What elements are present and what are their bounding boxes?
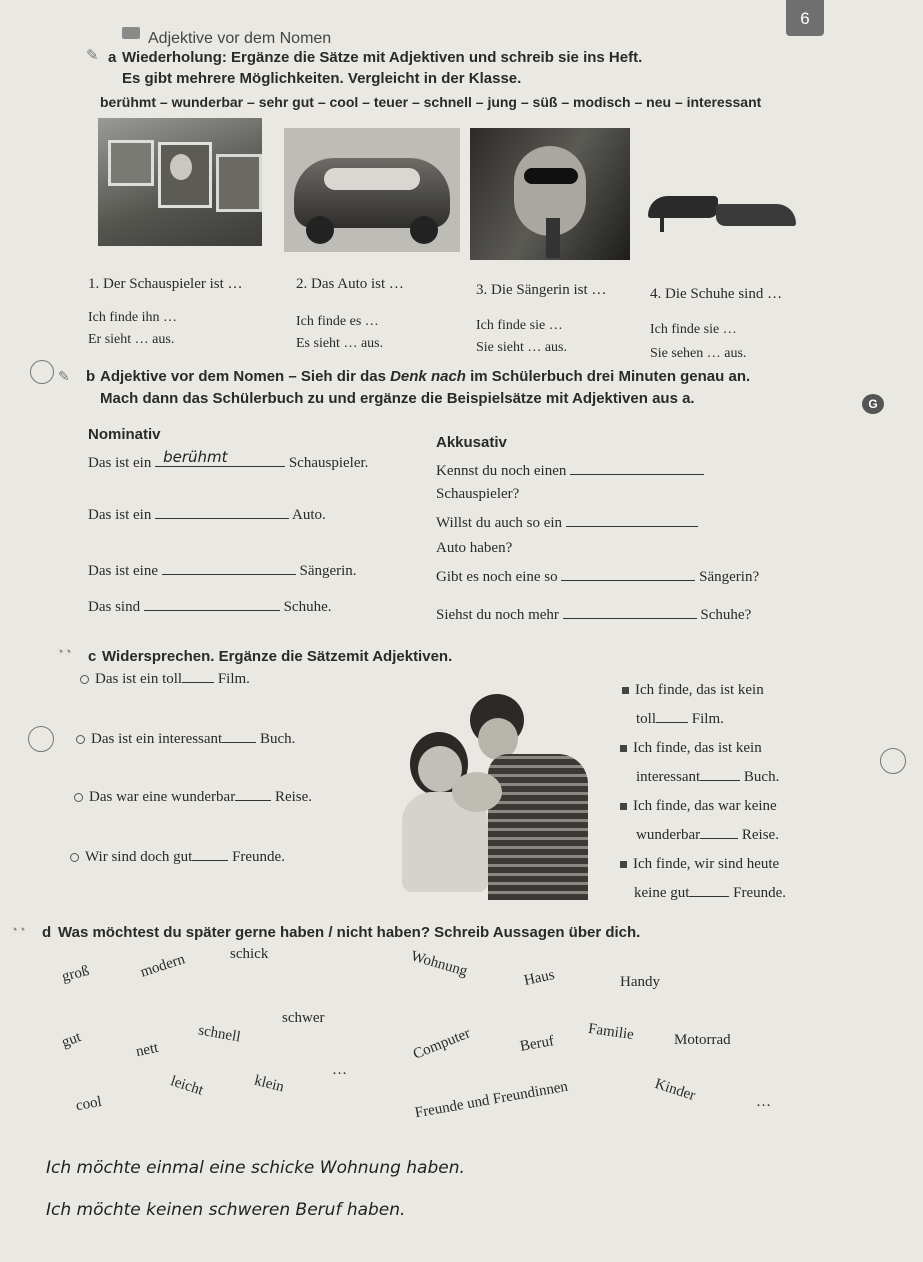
col-nominativ: Nominativ <box>88 426 161 443</box>
word-haus: Haus <box>522 966 557 990</box>
nom-row-3: Das ist eine Sängerin. <box>88 560 357 580</box>
exercise-b-letter: b <box>86 368 96 385</box>
word-gross: groß <box>60 962 91 986</box>
nom-row-4: Das sind Schuhe. <box>88 596 332 616</box>
picture-shoes <box>646 190 802 234</box>
c-left-2: Das ist ein interessant Buch. <box>76 728 295 748</box>
c-right-4a: Ich finde, wir sind heute <box>620 856 779 873</box>
grammar-icon: G <box>862 394 884 414</box>
pencil-icon: ✎ <box>86 47 99 64</box>
word-familie: Familie <box>587 1020 635 1044</box>
header-icon <box>122 27 140 39</box>
item-3-line2: Sie sieht … aus. <box>476 340 567 355</box>
c-right-3b: wunderbar Reise. <box>636 824 779 844</box>
pencil-icon-b: ✎ <box>58 368 70 384</box>
picture-couple <box>392 688 602 900</box>
akk-row-2: Willst du auch so ein <box>436 512 698 532</box>
header-title: Adjektive vor dem Nomen <box>148 30 332 47</box>
picture-car <box>284 128 460 252</box>
item-3-title: 3. Die Sängerin ist … <box>476 282 607 298</box>
word-schick: schick <box>230 946 269 962</box>
exercise-b-instruction-2: Mach dann das Schülerbuch zu und ergänze die Beispielsätze mit Adjektiven aus a. <box>100 390 695 407</box>
exercise-a-instruction-1: Wiederholung: Ergänze die Sätze mit Adjektiven und schreib sie ins Heft. <box>122 49 643 66</box>
word-dots-2: … <box>756 1094 771 1110</box>
item-2-line1: Ich finde es … <box>296 314 379 329</box>
handwritten-answer: berühmt <box>163 448 228 466</box>
word-computer: Computer <box>411 1025 473 1063</box>
col-akkusativ: Akkusativ <box>436 434 507 451</box>
word-leicht: leicht <box>168 1073 206 1099</box>
word-beruf: Beruf <box>518 1033 556 1055</box>
c-right-2b: interessant Buch. <box>636 766 779 786</box>
c-left-3: Das war eine wunderbar Reise. <box>74 786 312 806</box>
word-kinder: Kinder <box>652 1075 698 1105</box>
pair-icon-d: ◔◔ <box>10 922 26 937</box>
c-right-3a: Ich finde, das war keine <box>620 798 777 815</box>
word-handy: Handy <box>620 974 660 990</box>
c-right-4b: keine gut Freunde. <box>634 882 786 902</box>
item-2-line2: Es sieht … aus. <box>296 336 384 351</box>
word-modern: modern <box>138 951 188 981</box>
word-klein: klein <box>252 1072 286 1096</box>
item-4-line2: Sie sehen … aus. <box>650 346 747 361</box>
exercise-c-letter: c <box>88 648 97 665</box>
pair-icon-c: ◔◔ <box>56 644 72 659</box>
circle-mark-left <box>30 360 54 384</box>
picture-singer <box>470 128 630 260</box>
handwritten-line-2: Ich möchte keinen schweren Beruf haben. <box>46 1200 406 1220</box>
exercise-b-instruction-1: Adjektive vor dem Nomen – Sieh dir das Denk nach im Schülerbuch drei Minuten genau an. <box>100 368 751 385</box>
word-cool: cool <box>74 1093 103 1115</box>
page-number: 6 <box>800 9 810 28</box>
exercise-c-instruction: Widersprechen. Ergänze die Sätzemit Adjektiven. <box>102 648 453 665</box>
nom-row-1: Das ist ein berühmt Schauspieler. <box>88 448 369 471</box>
handwritten-line-1: Ich möchte einmal eine schicke Wohnung haben. <box>46 1158 465 1178</box>
exercise-a-word-list: berühmt – wunderbar – sehr gut – cool – teuer – schnell – jung – süß – modisch – neu – interessant <box>100 94 762 110</box>
akk-row-1: Kennst du noch einen <box>436 460 704 480</box>
item-3-line1: Ich finde sie … <box>476 318 563 333</box>
word-wohnung: Wohnung <box>409 948 470 980</box>
akk-row-2-cont: Auto haben? <box>436 540 513 556</box>
page-number-tab <box>786 0 824 36</box>
word-schwer: schwer <box>282 1010 325 1026</box>
akk-row-1-cont: Schauspieler? <box>436 486 520 502</box>
item-1-title: 1. Der Schauspieler ist … <box>88 276 243 292</box>
item-1-line2: Er sieht … aus. <box>88 332 175 347</box>
exercise-a-instruction-2: Es gibt mehrere Möglichkeiten. Vergleicht in der Klasse. <box>122 70 522 87</box>
c-right-1b: toll Film. <box>636 708 724 728</box>
nom-row-2: Das ist ein Auto. <box>88 504 326 524</box>
akk-row-3: Gibt es noch eine so Sängerin? <box>436 566 759 586</box>
item-4-title: 4. Die Schuhe sind … <box>650 286 783 302</box>
word-motorrad: Motorrad <box>674 1032 731 1048</box>
word-dots-1: … <box>332 1062 347 1078</box>
akk-row-4: Siehst du noch mehr Schuhe? <box>436 604 751 624</box>
picture-actor <box>98 118 262 246</box>
exercise-a-letter: a <box>108 49 117 66</box>
circle-mark-c-right <box>880 748 906 774</box>
c-left-1: Das ist ein toll Film. <box>80 668 250 688</box>
circle-mark-c-left <box>28 726 54 752</box>
item-2-title: 2. Das Auto ist … <box>296 276 404 292</box>
exercise-d-instruction: Was möchtest du später gerne haben / nicht haben? Schreib Aussagen über dich. <box>58 924 641 941</box>
c-right-2a: Ich finde, das ist kein <box>620 740 762 757</box>
word-freunde: Freunde und Freundinnen <box>413 1078 570 1122</box>
word-schnell: schnell <box>197 1022 242 1046</box>
item-4-line1: Ich finde sie … <box>650 322 737 337</box>
c-left-4: Wir sind doch gut Freunde. <box>70 846 285 866</box>
item-1-line1: Ich finde ihn … <box>88 310 178 325</box>
c-right-1a: Ich finde, das ist kein <box>622 682 764 699</box>
word-gut: gut <box>59 1029 84 1051</box>
exercise-d-letter: d <box>42 924 52 941</box>
word-nett: nett <box>134 1039 160 1061</box>
